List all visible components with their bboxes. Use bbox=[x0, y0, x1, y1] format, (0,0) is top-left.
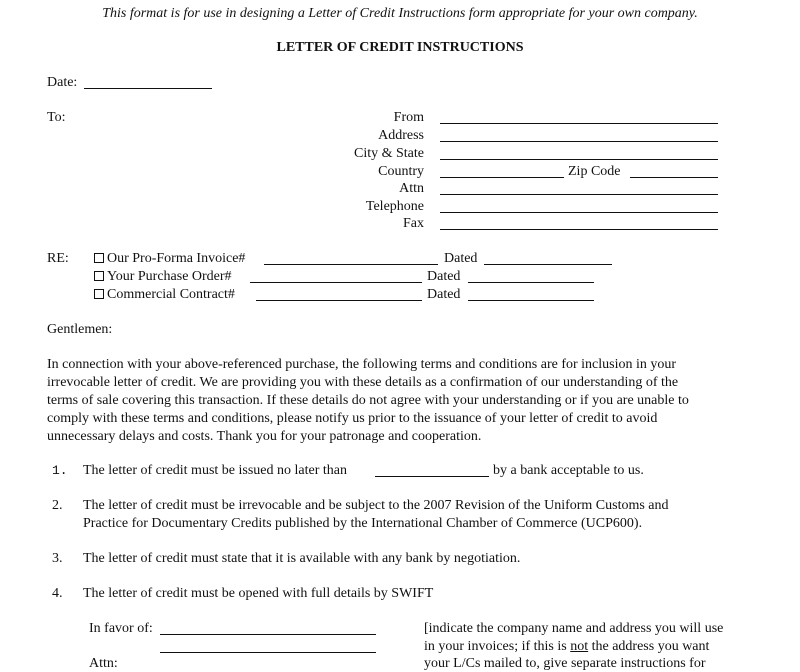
purchase-order-label: Your Purchase Order# bbox=[107, 269, 232, 284]
proforma-checkbox[interactable] bbox=[94, 253, 104, 263]
item-2-line-2: Practice for Documentary Credits published by the International Chamber of Commerce (UCP600). bbox=[83, 516, 643, 531]
intro-line: unnecessary delays and costs. Thank you for your patronage and cooperation. bbox=[47, 429, 482, 444]
commercial-contract-label: Commercial Contract# bbox=[107, 287, 235, 302]
favor-attn-label: Attn: bbox=[89, 656, 118, 671]
item-1-text-before: The letter of credit must be issued no later than bbox=[83, 463, 347, 478]
purchase-order-number-field[interactable] bbox=[250, 282, 422, 283]
commercial-contract-checkbox[interactable] bbox=[94, 289, 104, 299]
item-4-text: The letter of credit must be opened with full details by SWIFT bbox=[83, 586, 434, 601]
commercial-contract-date-field[interactable] bbox=[468, 300, 594, 301]
item-1-number: 1. bbox=[52, 463, 68, 478]
intro-line: comply with these terms and conditions, please notify us prior to the issuance of your letter of credit to avoid bbox=[47, 411, 658, 426]
purchase-order-checkbox[interactable] bbox=[94, 271, 104, 281]
item-2-number: 2. bbox=[52, 498, 63, 513]
beneficiary-address-field[interactable] bbox=[160, 652, 376, 653]
telephone-field[interactable] bbox=[440, 212, 718, 213]
telephone-label: Telephone bbox=[365, 199, 424, 214]
date-field[interactable] bbox=[84, 88, 212, 89]
fax-label: Fax bbox=[403, 216, 424, 231]
favor-note-line-3: your L/Cs mailed to, give separate instructions for bbox=[424, 656, 706, 671]
zip-code-label: Zip Code bbox=[568, 164, 621, 179]
item-2-line-1: The letter of credit must be irrevocable and be subject to the 2007 Revision of the Uniform Customs and bbox=[83, 498, 669, 513]
salutation: Gentlemen: bbox=[47, 322, 113, 337]
zip-code-field[interactable] bbox=[630, 177, 718, 178]
proforma-label: Our Pro-Forma Invoice# bbox=[107, 251, 246, 266]
item-1-text-after: by a bank acceptable to us. bbox=[493, 463, 644, 478]
attn-label: Attn bbox=[399, 181, 424, 196]
re-option-proforma[interactable] bbox=[94, 250, 245, 267]
from-label: From bbox=[393, 110, 424, 125]
intro-line: irrevocable letter of credit. We are providing you with these details as a confirmation of our understanding of the bbox=[47, 375, 679, 390]
country-label: Country bbox=[378, 164, 424, 179]
re-label: RE: bbox=[47, 251, 69, 266]
commercial-contract-number-field[interactable] bbox=[256, 300, 422, 301]
intro-line: terms of sale covering this transaction. If these details do not agree with your understanding or if you are unable to bbox=[47, 393, 689, 408]
item-3-number: 3. bbox=[52, 551, 63, 566]
in-favor-of-label: In favor of: bbox=[89, 621, 153, 636]
address-label: Address bbox=[378, 128, 424, 143]
to-label: To: bbox=[47, 110, 66, 125]
favor-note-line-2: in your invoices; if this is not the address you want bbox=[424, 639, 710, 654]
proforma-date-field[interactable] bbox=[484, 264, 612, 265]
from-field[interactable] bbox=[440, 123, 718, 124]
re-option-purchase-order[interactable] bbox=[94, 268, 232, 285]
commercial-contract-dated-label: Dated bbox=[427, 287, 461, 302]
beneficiary-name-field[interactable] bbox=[160, 634, 376, 635]
proforma-number-field[interactable] bbox=[264, 264, 438, 265]
purchase-order-dated-label: Dated bbox=[427, 269, 461, 284]
fax-field[interactable] bbox=[440, 229, 718, 230]
format-note: This format is for use in designing a Letter of Credit Instructions form appropriate for your own company. bbox=[102, 6, 698, 21]
purchase-order-date-field[interactable] bbox=[468, 282, 594, 283]
proforma-dated-label: Dated bbox=[444, 251, 478, 266]
re-option-commercial-contract[interactable] bbox=[94, 286, 235, 303]
date-label: Date: bbox=[47, 75, 78, 90]
country-field[interactable] bbox=[440, 177, 564, 178]
attn-field[interactable] bbox=[440, 194, 718, 195]
city-state-label: City & State bbox=[354, 146, 424, 161]
issue-date-field[interactable] bbox=[375, 476, 489, 477]
page-title: LETTER OF CREDIT INSTRUCTIONS bbox=[276, 40, 524, 55]
item-3-text: The letter of credit must state that it is available with any bank by negotiation. bbox=[83, 551, 521, 566]
item-4-number: 4. bbox=[52, 586, 63, 601]
favor-note-line-1: [indicate the company name and address you will use bbox=[424, 621, 724, 636]
intro-paragraph bbox=[47, 356, 689, 446]
address-field[interactable] bbox=[440, 141, 718, 142]
intro-line: In connection with your above-referenced purchase, the following terms and conditions are for inclusion in your bbox=[47, 357, 677, 372]
city-state-field[interactable] bbox=[440, 159, 718, 160]
